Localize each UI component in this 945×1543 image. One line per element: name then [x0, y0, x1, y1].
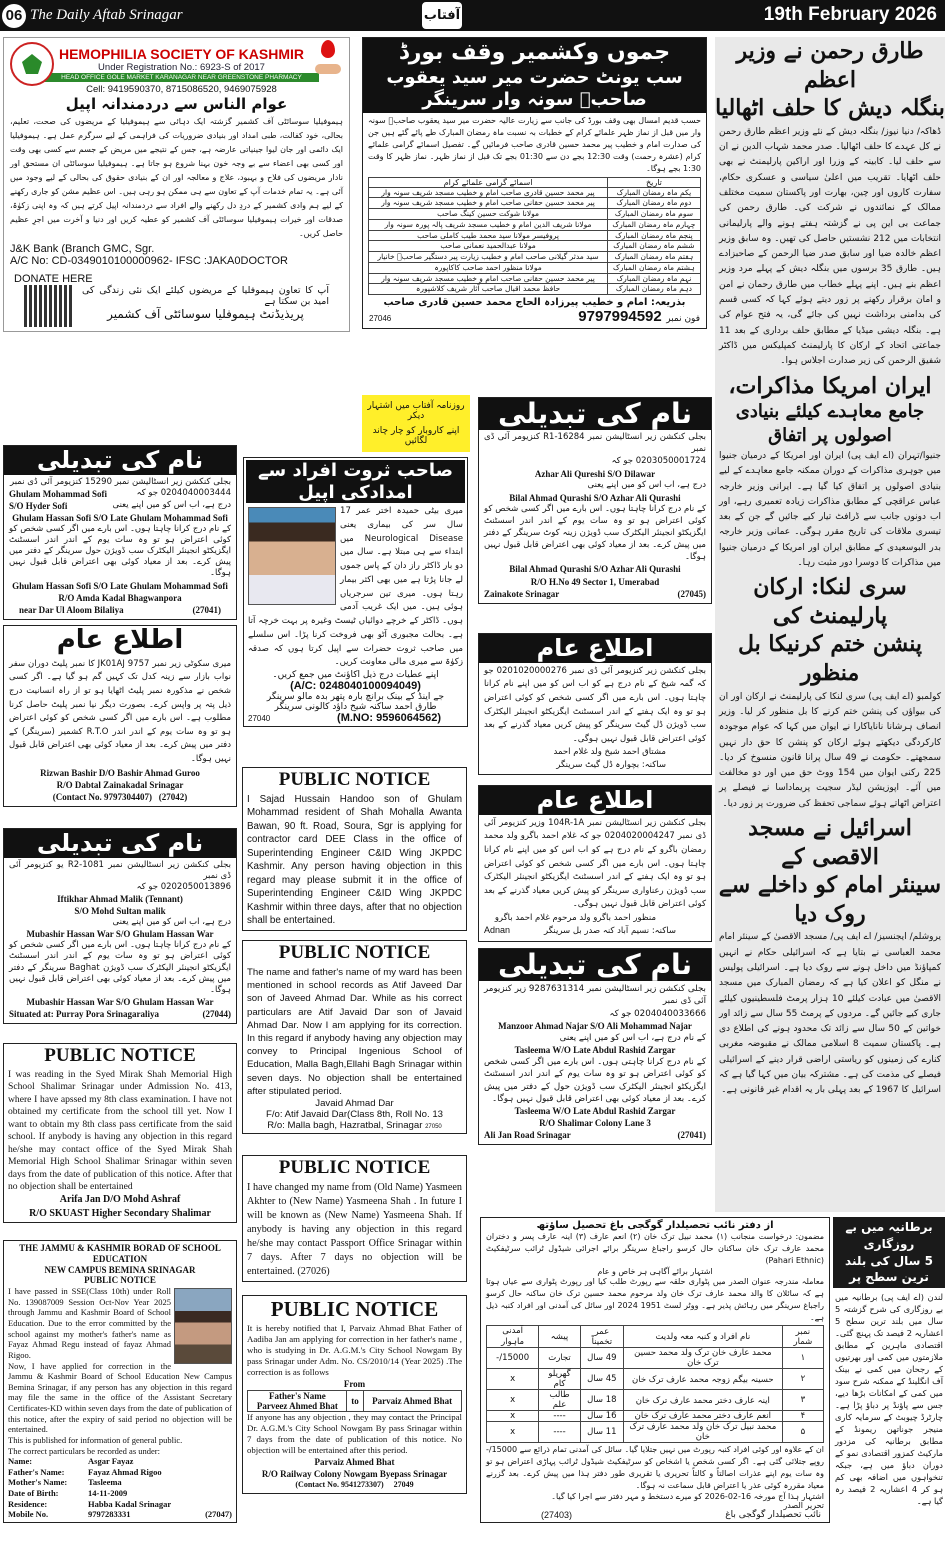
table-cell: x — [487, 1422, 539, 1443]
ramadan-day: یکم ماہ رمضان المبارک — [607, 187, 700, 198]
table-cell: محمد نبیل ترک خان ولد محمد عارف ترک خان — [623, 1422, 782, 1443]
table-cell: 11 سال — [581, 1422, 624, 1443]
notice-title: PUBLIC NOTICE — [278, 1157, 431, 1178]
blood-drop-hand-icon — [315, 40, 341, 80]
headline-line-1: طارق رحمن نے وزیر اعظم — [736, 38, 924, 93]
notice-body-3: This is published for information of general public. — [8, 1434, 183, 1445]
ramadan-day: ششم ماہ رمضان المبارک — [607, 241, 700, 252]
field-label: Date of Birth: — [8, 1488, 59, 1499]
promo-line-2: اپنے کاروبار کو چار چاند لگائیں — [372, 426, 460, 446]
story-body: ڈھاکہ/ دنیا نیوز/ بنگلہ دیش کے نئے وزیر اعظم طارق رحمن نے کل عہدے کا حلف اٹھالیا۔ صدر محمد شہاب الدین نے ان سے حلف لیا۔ کابینہ کے وزرا اور اراکین پارلیمنٹ نے بھی حلف اٹھایا۔ تقریب میں اعلیٰ سیاسی و عسکری حکام، سفارت کاروں اور چین، بھارت اور پاکستان سمیت مختلف ممالک کے نمائندوں نے شرکت کی۔ طارق رحمن کی جماعت بی این پی نے گزشتہ ہفتے ہونے والے پارلیمانی انتخابات میں 212 نشستیں حاصل کی تھیں۔ وہ سابق وزیر اعظم خالدہ ضیا اور سابق صدر ضیا الرحمن کے صاحبزادے ہیں۔ طارق 35 برسوں میں بنگلہ دیش کے پہلے مرد وزیر اعظم بنے ہیں۔ اپنے پہلے خطاب میں طارق رحمان نے امن و امان برقرار رکھنے پر زور دیتے ہوئے کہا کہ کسی قسم کی بدامنی برداشت نہیں کی جائے گی، یہ فتح عوام کی ہے۔ بنگلہ دیشی میڈیا کے مطابق حلف برداری کے بعد 11 جماعتی اتحاد کے ارکان کا پارلیمنٹ کمپلیکس میں ڈاکٹر شفیق الرحمن کی زیر صدارت اجلاس ہوا۔ — [719, 126, 941, 367]
notice-body: کے نام درج کرانا چاہتا ہوں۔ اس بارے میں اگر کسی شخص کو کوئی اعتراض ہو تو وہ سات یوم کے اندر اندر اسسٹنٹ ایگزیکٹو انجینئر الیکٹرک سب ڈویژن حول سرینگر کے دفتر میں پیش کرے۔ بعد از معیاد کوئی بھی اعتراض قابل قبول نہیں ہوگا۔ — [9, 524, 231, 579]
scholar-name: پروفیسر مولانا سید محمد طیب کاملی صاحب — [369, 230, 608, 241]
table-cell: طالب علم — [539, 1390, 581, 1411]
waqf-title: جموں وکشمیر وقف بورڈ — [398, 40, 671, 65]
ad-ref: (27041) — [192, 604, 221, 615]
news-story — [715, 37, 945, 372]
particular-row — [8, 1456, 232, 1467]
scholar-name: مولانا شریف الدین امام و خطیب مسجد شریف پالہ پورہ سونہ وار — [369, 219, 608, 230]
col-names: اسمائے گرامی علمائے کرام — [369, 177, 608, 187]
ad-ref: (27045) — [677, 588, 706, 599]
story-body: کولمبو (اے ایف پی) سری لنکا کی پارلیمنٹ نے ارکان اور ان کی بیواؤں کی پنشن ختم کرنے کا بل منظور کر لیا۔ وزیر انصاف ہرشانا نانایاکارا نے ایوان میں کہا کہ عوام موجودہ کارکردگی دیکھتے ہوئے ارکان کو پنشن کا حق دار نہیں سمجھتے۔ حکومت نے 49 سال پرانا قانون منسوخ کر دیا۔ 225 رکنی ایوان میں 154 ووٹ حق میں اور دو مخالفت میں آئے۔ اپوزیشن لیڈر سجیت پریماداسا نے فیصلے پر اعتراض اٹھاتے ہوئے سماجی تحفظ کی ضرورت پر زور دیا۔ — [719, 691, 941, 809]
appeal-body: ہیموفیلیا سوسائٹی آف کشمیر گزشتہ ایک دہائی سے ہیموفیلیا کے مریضوں کی صحت، تعلیم، بحالی، خود کفالت، طبی امداد اور بنیادی ضروریات کی فراہمی کے لیے سرگرم عمل ہے۔ ہیموفیلیا ایک دائمی اور جان لیوا جینیاتی عارضہ ہے، جس کے نتیجے میں مریض کے جسم سے کسی بھی وقت اور کسی بھی اعضاء سے بے وجہ خون بہنا شروع ہو جاتا ہے۔ ہیموفیلیا سوسائٹی ان مستحق اور نادار مریضوں کی فلاح و بہبود، علاج و معالجہ اور ان کے بنیادی حقوق کی بحالی کے لیے وجود میں آئی ہے۔ یہ تمام خدمات آپ کے تعاون سے ہی ممکن ہو رہی ہیں۔ اس عظیم مشن کو جاری رکھنے کے لیے ہم وادی کشمیر کے دردِ دل رکھنے والے افراد سے دردمندانہ اپیل کرتے ہیں کہ وہ اپنی زکوٰۃ، صدقات اور خیرات ہیموفیلیا سوسائٹی آف کشمیر کو عطیہ کریں اور دنیا و آخرت میں اجرِ عظیم حاصل کریں۔ — [10, 117, 343, 238]
ramadan-day: نہم ماہ رمضان المبارک — [607, 273, 700, 284]
table-cell: 15000/- — [487, 1348, 539, 1369]
connection-line: بجلی کنکشن زیر انسٹالیشن نمبر 15290 کنزیومر آئی ڈی نمبر — [10, 476, 231, 487]
table-cell: 18 سال — [581, 1390, 624, 1411]
field-value: 9797283331 — [88, 1509, 131, 1520]
society-emblem-icon — [10, 42, 54, 86]
ramadan-day: ہشتم ماہ رمضان المبارک — [607, 262, 700, 273]
name-change-notice-4 — [478, 948, 712, 1145]
field-value: Habba Kadal Srinagar — [88, 1498, 172, 1509]
table-cell: اینہ عارف دختر محمد عارف ترک خان — [623, 1390, 782, 1411]
signature: مشتاق احمد شیخ ولد غلام احمد — [553, 747, 666, 758]
address: Situated at: Purray Pora Srinagaraliya — [9, 1008, 159, 1019]
notice-body: کے نام درج کرانا چاہتا ہوں۔ اس بارے میں اگر کسی شخص کو کوئی اعتراض ہو تو وہ سات یوم کے اندر اندر اسسٹنٹ ایگزیکٹو انجینئر الیکٹرک سب ڈویژن Baghat سرینگر کے دفتر میں پیش کرے۔ بعد از معیاد کوئی بھی اعتراض قابل قبول نہیں ہوگا۔ — [9, 940, 231, 995]
headline-line-2: پنشن ختم کرنیکا بل منظور — [737, 631, 922, 687]
notice-body: بجلی کنکشن زیر کنزیومر آئی ڈی نمبر 0201020000276 جو کہ گمہ شیخ کے نام درج ہے کو اب اس کو میں اپنے نام کرانا چاہتا ہوں۔ اس بارے میں اگر کسی شخص کو کوئی اعتراض ہو تو وہ ایک ہفتے کے اندر اسسٹنٹ ایگزیکٹو انجینئر الیکٹرک سب ڈویژن ڈل گیٹ سرینگر کو پیش کریں معیاد گذرنے کے بعد کوئی اعتراض قابل قبول نہیں ہوگی۔ — [484, 665, 706, 744]
old-name: Iftikhar Ahmad Malik (Tennant) — [57, 893, 183, 904]
consumer-id: 0203050001724 جو کہ — [611, 455, 706, 466]
table-cell: x — [487, 1369, 539, 1390]
waqf-board-notice — [362, 37, 707, 329]
particular-row — [8, 1477, 232, 1488]
connection-line: بجلی کنکشن زیر انسٹالیشن نمبر 1081-R2 یو کنزیومر آئی ڈی نمبر — [9, 859, 231, 881]
uk-unemployment-story — [833, 1217, 945, 1510]
address-2: Ali Jan Road Srinagar — [484, 1130, 571, 1141]
address: R/O Shalimar Colony Lane 3 — [539, 1117, 651, 1128]
tahrir-label: تحریر الصدر — [783, 1501, 824, 1510]
schedule-row — [369, 219, 701, 230]
notice-body: I have changed my name from (Old Name) Yasmeen Akhter to (New Name) Yasmeena Shah . In future I will be known as (New Name) Yasmeena Shah. If anybody is having any objection in this regard he/she may contact Passport Office Srinagar within 7 days. After 7 days no objection will be entertained. — [247, 1181, 462, 1278]
notice-title: اطلاع عام — [479, 786, 711, 815]
line-3: درج ہے، اب اس کو میں اپنے یعنی — [587, 480, 706, 490]
story-body: جنیوا/تہران (اے ایف پی) ایران اور امریکا کے درمیان جنیوا میں جوہری مذاکرات کے دوران ممکنہ جامع معاہدے کے لیے بنیادی اصولوں پر اتفاق کیا گیا ہے۔ ایرانی وزیر خارجہ عباس عراقچی کے مطابق مذاکرات زیادہ تعمیری رہے، اور اب دونوں جانب سے ڈرافٹ تیار کیے جائیں گے جن کے بعد تیسری ملاقات کی تاریخ مقرر ہوگی۔ عمانی وزیر خارجہ بدر البوسعیدی کے مطابق ایران اور امریکا کے درمیان جنیوا میں مذاکرات کا دوسرا دور مثبت رہا۔ — [719, 450, 941, 568]
issue-date: 19th February 2026 — [763, 4, 937, 25]
table-cell: ---- — [539, 1422, 581, 1443]
donate-label: DONATE HERE — [14, 273, 93, 285]
schedule-row — [369, 262, 701, 273]
schedule-row — [369, 273, 701, 284]
appeal-instruction: اپنے عطیات درج ذیل اکاؤنٹ میں جمع کریں۔ — [272, 670, 439, 681]
news-story — [715, 573, 945, 814]
name-change-notice-3 — [478, 397, 712, 604]
connection-line: بجلی کنکشن زیر انسٹالیشن نمبر 16284-R1 کنزیومر آئی ڈی نمبر — [484, 432, 706, 455]
signature: Arifa Jan D/O Mohd Ashraf — [59, 1194, 181, 1206]
signatory: نائب تحصیلدار گوگجی باغ — [725, 1510, 821, 1520]
consumer-id: 0204040033666 جو کہ — [609, 1008, 706, 1019]
headline-line-2: 5 سال کی بلند ترین سطح پر — [845, 1253, 933, 1285]
ramadan-day: دوم ماہ رمضان المبارک — [607, 198, 700, 209]
column-header: نمبر شمار — [783, 1326, 824, 1348]
old-name: Ghulam Mohammad Sofi — [9, 488, 108, 499]
designer-credit: Adnan — [484, 925, 511, 936]
table-cell: ---- — [539, 1411, 581, 1422]
story-body: یروشلم/ ایجنسیز/ اے ایف پی/ مسجد الاقصیٰ کے سینئر امام محمد العباسی نے بتایا ہے کہ اسرائیلی حکام نے انہیں کمپاؤنڈ میں داخل ہونے سے روک دیا ہے۔ اسرائیلی پولیس نے منگل کو اعلان کیا ہے کہ رمضان المبارک میں مسجد الاقصیٰ میں عبادت کیلئے 10 ہزار پرمٹ فلسطینیوں کیلئے جاری کیے جائیں گے۔ مردوں کے پرمٹ 55 سال سے زائد اور خواتین کے 50 سال سے زائد تک محدود ہونے کی اطلاع دی ہے۔ پاکستان سمیت 8 اسلامی ممالک نے مقبوضہ مغربی کنارے کی زمینوں کو ریاستی اراضی قرار دینے کے اسرائیلی فیصلے کی مذمت کی ہے۔ مشترکہ بیان میں کہا گیا ہے کہ اسرائیل کا 1967 کے بعد پہلی بار یہ اقدام غیر قانونی ہے۔ — [719, 932, 942, 1096]
table-cell: محمد عارف خان ترک ولد محمد حسین ترک خان — [623, 1348, 782, 1369]
schedule-row — [369, 284, 701, 295]
waqf-schedule-table — [368, 177, 701, 296]
waqf-by: بذریعہ: امام و خطیب پیرزادہ الحاج محمد حسین قادری صاحب — [383, 297, 686, 308]
phone-label: فون نمبر — [666, 314, 700, 324]
public-notice-atif — [242, 940, 467, 1134]
schedule-row — [369, 198, 701, 209]
hemophilia-ad — [3, 37, 350, 332]
schedule-row — [369, 252, 701, 263]
consumer-id: 0204040003444 جو کہ — [136, 487, 231, 498]
family-row — [487, 1422, 824, 1443]
schedule-row — [369, 230, 701, 241]
notice-title: نام کی تبدیلی — [479, 398, 711, 430]
line-3: کے نام درج ہے، اب اس کو میں اپنے یعنی — [559, 1032, 706, 1043]
registration: Under Registration No.: 6923-S of 2017 — [98, 62, 265, 73]
ad-ref: 27040 — [248, 714, 271, 724]
notice-title: اطلاع عام — [56, 625, 184, 655]
story-body: لندن (اے ایف پی) برطانیہ میں بے روزگاری کی شرح گزشتہ 5 سال میں بلند ترین سطح 5 اعشاریہ 2 فیصد تک پہنچ گئی۔ اقتصادی ماہرین کے مطابق ملازمتوں میں کمی اور بھرتیوں کے رجحان میں کمی نے بینک آف انگلینڈ کے ممکنہ شرح سود میں کمی کے امکانات بڑھا دیے، جس سے پاؤنڈ پر دباؤ پڑا ہے۔ چارٹرڈ چیوبٹ کے سرمایہ کاری منیجر جوناتھن ریمونڈ کے مطابق برطانیہ کی مزدور مارکیٹ کمزور اقتصادی نمو کے دوران دباؤ میں ہے، جبکہ تنخواہوں میں اضافہ بھی کم ہو کر 4 اعشاریہ 2 فیصد رہ گیا ہے۔ — [835, 1292, 943, 1507]
field-value: 14-11-2009 — [88, 1488, 128, 1499]
table-cell: ۵ — [783, 1422, 824, 1443]
notice-body-2: Now, I have applied for correction in the Jammu & Kashmir Board of School Education New Campus Bemina Srinagar, if any person has any objection in this regard may file the same in the office of the Assistant Secretary Certificates-KD within seven days from the date of publication of this notice, after the expiry of said period no objection will be entertained. — [8, 1360, 232, 1435]
scholar-name: حافظ محمد اقبال صاحب آثار شریف کلاشپورہ — [369, 284, 608, 295]
old-name: Manzoor Ahmad Najar S/O Ali Mohammad Najar — [498, 1020, 692, 1031]
waqf-subtitle: سب یونٹ حضرت میر سید یعقوب صاحبؒ سونہ وار سرینگر — [386, 66, 683, 110]
field-label: Mother's Name: — [8, 1477, 68, 1488]
ad-ref: (27044) — [202, 1008, 231, 1019]
scholar-name: پیر محمد حسین حقانی صاحب امام و خطیب مسجد شریف سونہ وار — [369, 273, 608, 284]
name-change-notice-1 — [3, 445, 237, 620]
financial-help-appeal — [243, 457, 468, 727]
table-cell: ۴ — [783, 1411, 824, 1422]
news-story — [715, 814, 945, 1101]
patient-photo — [248, 507, 336, 605]
field-label: Father's Name — [269, 1391, 326, 1402]
headline-line-1: سری لنکا: ارکان پارلیمنٹ کی — [753, 574, 907, 629]
field-value: Asgar Fayaz — [88, 1456, 134, 1467]
signature: Javaid Ahmad Dar — [315, 1098, 394, 1110]
particular-row — [8, 1467, 232, 1478]
family-row — [487, 1369, 824, 1390]
signature: Parvaiz Ahmed Bhat — [314, 1457, 395, 1468]
notice-body: It is hereby notified that I, Parvaiz Ahmad Bhat Father of Aadiba Jan am applying for correction in her father's name , who is studying in Dr. A.G.M.'s City School Nowgam By pass Srinagar under Adm. No. CS/2010/14 (Year 2025) .The correction is as follows — [247, 1323, 462, 1378]
address: R/O Dabtal Zainakadal Srinagar — [56, 779, 184, 790]
public-notice-sajad — [242, 767, 467, 931]
ramadan-day: دہم ماہ رمضان المبارک — [607, 284, 700, 295]
field-label: Name: — [8, 1456, 33, 1467]
father-of: F/o: Atif Javaid Dar(Class 8th, Roll No. 13 — [265, 1109, 444, 1121]
family-table — [486, 1325, 824, 1443]
table-cell: 16 سال — [581, 1411, 624, 1422]
old-name: Azhar Ali Qureshi S/O Dilawar — [534, 468, 656, 479]
table-cell: 49 سال — [581, 1348, 624, 1369]
table-cell: تجارت — [539, 1348, 581, 1369]
donate-qr-code[interactable] — [24, 285, 74, 327]
ramadan-day: چہارم ماہ رمضان المبارک — [607, 219, 700, 230]
column-header: نام افراد و کنبہ معہ ولدیت — [623, 1326, 782, 1348]
ad-ref: 27050 — [425, 1124, 442, 1131]
public-info-notice-3 — [478, 785, 712, 942]
account-number: (A/C: 0248040100094049) — [290, 680, 421, 693]
address-2: near Dar Ul Aloom Bilaliya — [19, 604, 124, 615]
old-parent: S/O Hyder Sofi — [9, 500, 68, 511]
scholar-name: پیر محمد حسین قادری صاحب امام و خطیب مسجد شریف سونہ وار — [369, 187, 608, 198]
applicant-name: طارق احمد ساکنہ شیخ داؤد کالونی سرینگر — [274, 702, 437, 713]
public-notice-yasmeen — [242, 1155, 467, 1282]
new-value: Parvaiz Ahmed Bhat — [363, 1391, 461, 1412]
particulars-list — [4, 1456, 236, 1520]
column-header: عمر تخمیناً — [581, 1326, 624, 1348]
signature: Mubashir Hassan War S/O Ghulam Hassan War — [26, 996, 214, 1007]
table-cell: ۳ — [783, 1390, 824, 1411]
contact: (Contact No. 9797304407) — [52, 791, 152, 802]
address: R/O Amda Kadal Bhagwanpora — [58, 592, 182, 603]
new-name: Tasleema W/O Late Abdul Rashid Zargar — [514, 1045, 676, 1056]
table-cell: x — [487, 1411, 539, 1422]
notice-subject: مضمون: درخواست منجانب (۱) محمد نبیل ترک خان (۲) انعم عارف (۳) اینہ عارف پسر و دختران محمد عارف ترک خان ساکنان حال کرسو راجباغ سرینگر برائے اجرائی شیڈول ٹرائب سرٹیفکیٹ (Pahari Ethnic) — [486, 1232, 825, 1265]
tehsildar-notice — [480, 1217, 830, 1523]
table-cell: 45 سال — [581, 1369, 624, 1390]
address: R/o: Malla bagh, Hazratbal, Srinagar — [267, 1120, 423, 1132]
consumer-id: 0202050013896 جو کہ — [136, 881, 231, 892]
family-row — [487, 1411, 824, 1422]
notice-title: PUBLIC NOTICE — [278, 769, 431, 790]
new-name: Mubashir Hassan War S/O Ghulam Hassan War — [26, 929, 214, 940]
table-cell: ۲ — [783, 1369, 824, 1390]
applicant-photo — [174, 1288, 232, 1364]
promo-line-1: روزنامہ آفتاب میں اشتہار دیکر — [367, 401, 465, 421]
family-row — [487, 1390, 824, 1411]
notice-body: I was reading in the Syed Mirak Shah Memorial High School Shalimar Srinagar under Admission No. 413, where I have apssed my 8th class examination. I have not obtained my certificate from the school till yet. Now I want to obtain my 8th class pass certificate from the said school. If anybody is having any objection in this regard he/she may contact office of the Syed Mirak Shah Memorial High School Shalimar Srinagar within seven days from the date of publication of this notice. After that no objection shall be entertained — [8, 1068, 232, 1193]
schedule-row — [369, 187, 701, 198]
page-number: 06 — [2, 4, 26, 28]
notice-title: PUBLIC NOTICE — [278, 942, 431, 963]
address: R/O SKUAST Higher Secondary Shalimar — [29, 1207, 211, 1219]
ad-ref: 27049 — [393, 1480, 414, 1490]
news-column — [715, 37, 945, 1212]
bank-branch: J&K Bank (Branch GMC, Sgr. — [10, 243, 155, 255]
notice-title: از دفتر نائب تحصیلدار گوگجی باغ تحصیل ساؤتھ — [536, 1220, 774, 1231]
notice-title: نام کی تبدیلی — [4, 829, 236, 858]
schedule-row — [369, 209, 701, 220]
ad-ref: (27047) — [205, 1509, 232, 1520]
headline-line-2: جامع معاہدے کیلئے بنیادی اصولوں پر اتفاق — [735, 401, 925, 446]
ad-ref: 27046 — [369, 314, 392, 323]
notice-title: PUBLIC NOTICE — [270, 1297, 439, 1321]
old-value: Parveez Ahmed Bhat — [256, 1401, 338, 1412]
new-name: Bilal Ahmad Qurashi S/O Azhar Ali Qurashi — [509, 492, 681, 503]
contact: (Contact No. 9541273307) — [295, 1480, 384, 1490]
table-cell: گھریلو کام — [539, 1369, 581, 1390]
new-name: Ghulam Hassan Sofi S/O Late Ghulam Mohammad Sofi — [12, 513, 228, 524]
headline-line-1: اسرائیل نے مسجد الاقصی کے — [748, 815, 912, 870]
campus-name: NEW CAMPUS BEMINA SRINAGAR — [44, 1264, 196, 1275]
connection-line: بجلی کنکشن زیر انسٹالیشن نمبر 9287631314 زیر کنزیومر آئی ڈی نمبر — [484, 984, 706, 1007]
notice-body: بجلی کنکشن زیر انسٹالیشن نمبر 104R-1A وزیر کنزیومر آئی ڈی نمبر 0204020004247 جو کہ غلام احمد باگرو ولد محمد رمضان باگرو کے نام درج ہے کو اب اس کو میں اپنے نام کرانا چاہتا ہوں۔ اس بارے میں اگر کسی شخص کو کوئی اعتراض ہو تو وہ ایک ہفتے کے اندر اسسٹنٹ ایگزیکٹو انجینئر الیکٹرک سب ڈویژن رعناواری سرینگر کو پیش کریں معیاد گذرنے کے بعد کوئی اعتراض قابل قبول نہیں ہوگی۔ — [484, 817, 706, 910]
line-3: درج ہے، اب اس کو میں اپنے یعنی — [112, 499, 231, 510]
field-label: Father's Name: — [8, 1466, 65, 1477]
scholar-name: پیر محمد حسین حقانی صاحب امام و خطیب مسجد شریف سونہ وار — [369, 198, 608, 209]
signatory: پریذیڈنٹ ہیموفلیا سوسائٹی آف کشمیر — [107, 307, 304, 321]
ramadan-day: سوم ماہ رمضان المبارک — [607, 209, 700, 220]
public-notice-parvaiz — [242, 1295, 467, 1494]
notice-issue-line: اشتہار ہذا آج مورخہ 16-02-2026 کو میرے دستخط و مہر دفتر سے اجرا کیا گیا۔ — [551, 1492, 824, 1501]
ad-ref: (27041) — [677, 1130, 706, 1141]
public-info-notice-1 — [3, 625, 237, 807]
address: ساکنہ: نسیم آباد کنہ صدر بل سرینگر — [544, 926, 676, 937]
jkbose-public-notice — [3, 1240, 237, 1523]
cell-numbers: Cell: 9419590370, 8715086520, 9469075928 — [86, 84, 277, 95]
notice-body: میری سکوٹی زیر نمبر JK01AJ 9757 کا نمبر پلیٹ دوران سفر نواب بازار سے زینہ کدل تک کہیں گم ہو گیا ہے۔ اگر کسی شخص نے مذکورہ نمبر پلیٹ اٹھایا ہو تو از راہ انسانیت درج ذیل پتہ پر واپس کرے۔ بصورت دیگر نیا نمبر پلیٹ حاصل کرنا مطلوب ہے۔ اس بارے میں اگر کسی شخص کو کوئی اعتراض ہو تو وہ سات یوم کے اندر اندر R.T.O کشمیر (سرینگر) کے دفتر میں پیش کرے۔ بعد از معیاد کوئی بھی اعتراض قابل قبول نہیں ہوگا۔ — [9, 658, 232, 765]
board-name: THE JAMMU & KASHMIR BORAD OF SCHOOL EDUCATION — [19, 1243, 221, 1264]
aftab-logo: آفتاب — [420, 0, 464, 31]
from-label: From — [343, 1379, 366, 1390]
field-label: Mobile No. — [8, 1509, 49, 1520]
waqf-intro: حسب قدیم امسال بھی وقف بورڈ کی جانب سے زیارت عالیہ حضرت میر سید یعقوب صاحبؒ سونہ وار میں قبل از نماز ظہر علمائے کرام کے خطبات بہ نسبت ماہ رمضان المبارک طے پائے گئے ہیں جن کی صدارت امام و خطیب پیر محمد حسین قادری صاحب فرمائیں گے۔ تفصیل اسمائے گرامی علمائے کرام (عشرہ رحمت) وقت 12:30 بجے دن سے 01:30 بجے تک قبل از نماز ظہر۔ نماز ظہر کا وقت 1:30 بجے ہوگا۔ — [368, 115, 702, 173]
notice-body: کے نام درج کرانا چاہتی ہوں۔ اس بارے میں اگر کسی شخص کو کوئی اعتراض ہو تو وہ سات یوم کے اندر اندر اسسٹنٹ ایگزیکٹو انجینئر الیکٹرک سب ڈویژن حول کے دفتر میں پیش کرے۔ بعد از معیاد کوئی بھی اعتراض قابل قبول نہیں ہوگا۔ — [484, 1057, 706, 1104]
notice-body: کے نام درج کرانا چاہتا ہوں۔ اس بارے میں اگر کسی شخص کو کوئی اعتراض ہو تو وہ سات یوم کے اندر اندر اسسٹنٹ ایگزیکٹو انجینئر الیکٹرک سب ڈویژن زینہ کوٹ سرینگر کے دفتر میں پیش کرے۔ بعد از معیاد کوئی بھی اعتراض قابل قبول نہیں ہوگا۔ — [484, 504, 706, 562]
masthead-bar — [0, 0, 945, 31]
address: ساکنہ: بچوارہ ڈل گیٹ سرینگر — [556, 759, 666, 770]
field-value: Fayaz Ahmad Rigoo — [88, 1466, 162, 1477]
head-office: HEAD OFFICE GOLE MARKET KARANAGAR NEAR GREENSTONE PHARMACY — [44, 73, 319, 82]
notice-body-2: If anyone has any objection , they may contact the Principal Dr. A.G.M.'s City School Nowgam By pass Srinagar within 7 days from the date of publication of this notice. No objection will be entertained after this period. — [247, 1412, 462, 1456]
notice-body-2: ان کے علاوہ اور کوئی افراد کنبہ رپورٹ میں نہیں جتلایا گیا۔ سائل کی آمدنی تمام ذرائع سے 15000/- روپے جتلائی گئی ہے۔ اگر کسی شخص یا اشخاص کو سرٹیفکیٹ شیڈول ٹرائب پہاڑی اعتراض ہو تو وہ سات یوم اپنے عذرات اصالتاً و کالتاً تحریری یا تقریری طور دفتر ہذا میں پیش کرے۔ بعد گزرنے معیاد مقررہ کوئی عذر یا اعتراض قابل سماعت نہ ہوگا۔ — [486, 1445, 824, 1490]
signature: Rizwan Bashir D/O Bashir Ahmad Guroo — [40, 767, 200, 778]
name-change-notice-2 — [3, 828, 237, 1024]
column-header: پیشہ — [539, 1326, 581, 1348]
notice-title: نام کی تبدیلی — [4, 446, 236, 475]
column-header: آمدنی ماہوار — [487, 1326, 539, 1348]
appeal-body: میری بیٹی حمیدہ اختر عمر 17 سال سر کی بیماری یعنی Neurological Disease میں ابتداء سے ہی مبتلا ہے۔ سال میں دو بار ڈاکٹر راز دان کے پاس جموں لے جانا پڑتا ہے میں بھی اکثر بیمار رہتا ہوں۔ میری تین سرجریاں ہوئی ہیں۔ میں ایک غریب آدمی ہوں۔ ڈاکٹر کے خرچے دوائیاں ٹیسٹ وغیرہ پر بہت خرچہ آتا ہے۔ بحالت مجبوری آٹو بھی فروخت کرنا پڑا۔ اس سلسلے میں صاحب ثروت حضرات سے اپیل کرتا ہوں کہ صدقہ زکوٰۃ سے میری مالی معاونت کریں۔ — [248, 506, 463, 668]
public-info-notice-2 — [478, 633, 712, 775]
org-name: HEMOPHILIA SOCIETY OF KASHMIR — [58, 46, 304, 62]
scholar-name: مولانا شوکت حسین کینگ صاحب — [369, 209, 608, 220]
address-2: Zainakote Srinagar — [484, 588, 560, 599]
yellow-promo-ad — [362, 395, 470, 452]
ramadan-day: ہفتم ماہ رمضان المبارک — [607, 252, 700, 263]
family-row — [487, 1348, 824, 1369]
table-cell: ۱ — [783, 1348, 824, 1369]
signature: منظور احمد باگرو ولد مرحوم غلام احمد باگرو — [494, 912, 656, 923]
old-parent: S/O Mohd Sultan malik — [74, 906, 166, 917]
signature: Tasleema W/O Late Abdul Rashid Zargar — [514, 1105, 676, 1116]
notice-title: نام کی تبدیلی — [479, 949, 711, 981]
appeal-line: آپ کا تعاون ہیموفلیا کے مریضوں کیلئے ایک نئی زندگی کی امید بن سکتا ہے — [82, 285, 329, 307]
line-3: درج ہے، اب اس کو میں اپنے یعنی — [112, 917, 231, 928]
notice-body: The name and father's name of my ward has been mentioned in school records as Atif Javeed Dar son of Javeed Ahmad Dar. While as his correct particulars are Atif Javaid Dar son of Javaid Ahmad Dar. Now I am applying for its correction. In this regard if anybody having any objection may convey to Principal Ingenious School of Education, Malla Bagh,Ellahi Bagh Srinagar within seven days. No objection shall be entertained after stipulated period. — [247, 966, 462, 1097]
table-cell: انعم عارف دختر محمد عارف ترک خان — [623, 1411, 782, 1422]
col-date: تاریخ — [607, 177, 700, 187]
mobile-number: (M.NO: 9596064562) — [337, 712, 441, 725]
address: R/O H.No 49 Sector 1, Umerabad — [530, 576, 660, 587]
to-label: to — [347, 1391, 363, 1412]
notice-body-1: I have passed in SSE(Class 10th) under Roll No. 139087009 Session Oct-Nov Year 2025 through Jammu and Kashmir Board of School Education. Due to the error committed by the school against my mother's father's name as Fayaz Ahmad Regu instead of fayaz Ahmad Rigoo. — [8, 1286, 171, 1360]
signature: Bilal Ahmad Qurashi S/O Azhar Ali Qurashi — [509, 564, 681, 575]
ramadan-day: پنجم ماہ رمضان المبارک — [607, 230, 700, 241]
address: R/O Railway Colony Nowgam Byepass Srinagar — [261, 1469, 448, 1480]
notice-body: معاملہ مندرجہ عنوان الصدر میں پٹواری حلقہ سے رپورٹ طلب کیا اور رپورٹ پٹواری سے عیاں ہوتا ہے کہ سائلان کا والد محمد عارف ترک خان ولد مرحوم محمد حسین ترک خان ساکنہ حال کرسو راجباغ سرینگر میں رہائش پذیر ہے۔ ووٹر لسٹ 1951 2024 اور سائل کی آمدنی اور افراد کنبہ ذیل ہے۔ — [486, 1277, 824, 1322]
appeal-title: صاحب ثروت افراد سے امدادکی اپیل — [246, 460, 465, 503]
notice-title: اطلاع عام — [479, 634, 711, 663]
schedule-row — [369, 241, 701, 252]
notice-title: PUBLIC NOTICE — [44, 1045, 196, 1066]
headline-line-2: بنگلہ دیش کا حلف اٹھالیا — [715, 95, 945, 122]
appeal-title: عوام الناس سے دردمندانہ اپیل — [65, 95, 288, 113]
news-story — [715, 372, 945, 574]
bank-account: A/C No: CD-0349010100000962- IFSC :JAKA0DOCTOR — [10, 255, 288, 267]
field-value: Tasleema — [88, 1477, 122, 1488]
signature: Ghulam Hassan Sofi S/O Late Ghulam Mohammad Sofi — [12, 580, 228, 591]
notice-title: PUBLIC NOTICE — [84, 1275, 156, 1286]
particular-row — [8, 1509, 232, 1520]
table-cell: حسینہ بیگم زوجہ محمد عارف ترک خان — [623, 1369, 782, 1390]
bank-name: جے اینڈ کے بینک برانچ بارہ پتھر بدہ مالو سرینگر — [266, 692, 445, 703]
paper-name: The Daily Aftab Srinagar — [30, 7, 183, 23]
table-cell: x — [487, 1390, 539, 1411]
notice-subheading: اشتہار برائے آگاہی ہر خاص و عام — [597, 1267, 713, 1276]
notice-body-4: The correct particulars be recorded as under: — [8, 1445, 160, 1456]
scholar-name: مولانا عبدالحمید نعمانی صاحب — [369, 241, 608, 252]
scholar-name: مولانا منظور احمد صاحب کاکاپورہ — [369, 262, 608, 273]
ad-ref: (27403) — [541, 1510, 573, 1520]
headline-line-1: برطانیہ میں بے روزگاری — [845, 1220, 933, 1251]
ad-ref: (27042) — [158, 791, 188, 802]
public-notice-arifa — [3, 1043, 237, 1223]
particular-row — [8, 1488, 232, 1499]
headline-line-2: سینئر امام کو داخلے سے روک دیا — [718, 872, 942, 927]
waqf-phone: 9797994592 — [578, 308, 662, 325]
particular-row — [8, 1499, 232, 1510]
notice-body: I Sajad Hussain Handoo son of Ghulam Mohammad resident of Shah Mohalla Awanta Bawan, 90 ft. Road, Soura, Sgr is applying for contractor card DEE Class in the office of Superintending Engineer C&ID Wing JKPDC Kashmir. Any person having objection in this regard may please submit it in the office of Superintending Engineer C&ID Wing JKPDC Kashmir within three days, after that no objection shall be entertained. — [247, 793, 462, 927]
field-label: Residence: — [8, 1498, 48, 1509]
correction-table — [247, 1390, 461, 1412]
scholar-name: سید مدثر گیلانی صاحب امام و خطیب زیارت پیر دستگیر صاحبؒ خانیار — [369, 252, 608, 263]
ad-ref: (27026) — [297, 1266, 330, 1278]
headline-line-1: ایران امریکا مذاکرات، — [728, 372, 932, 399]
